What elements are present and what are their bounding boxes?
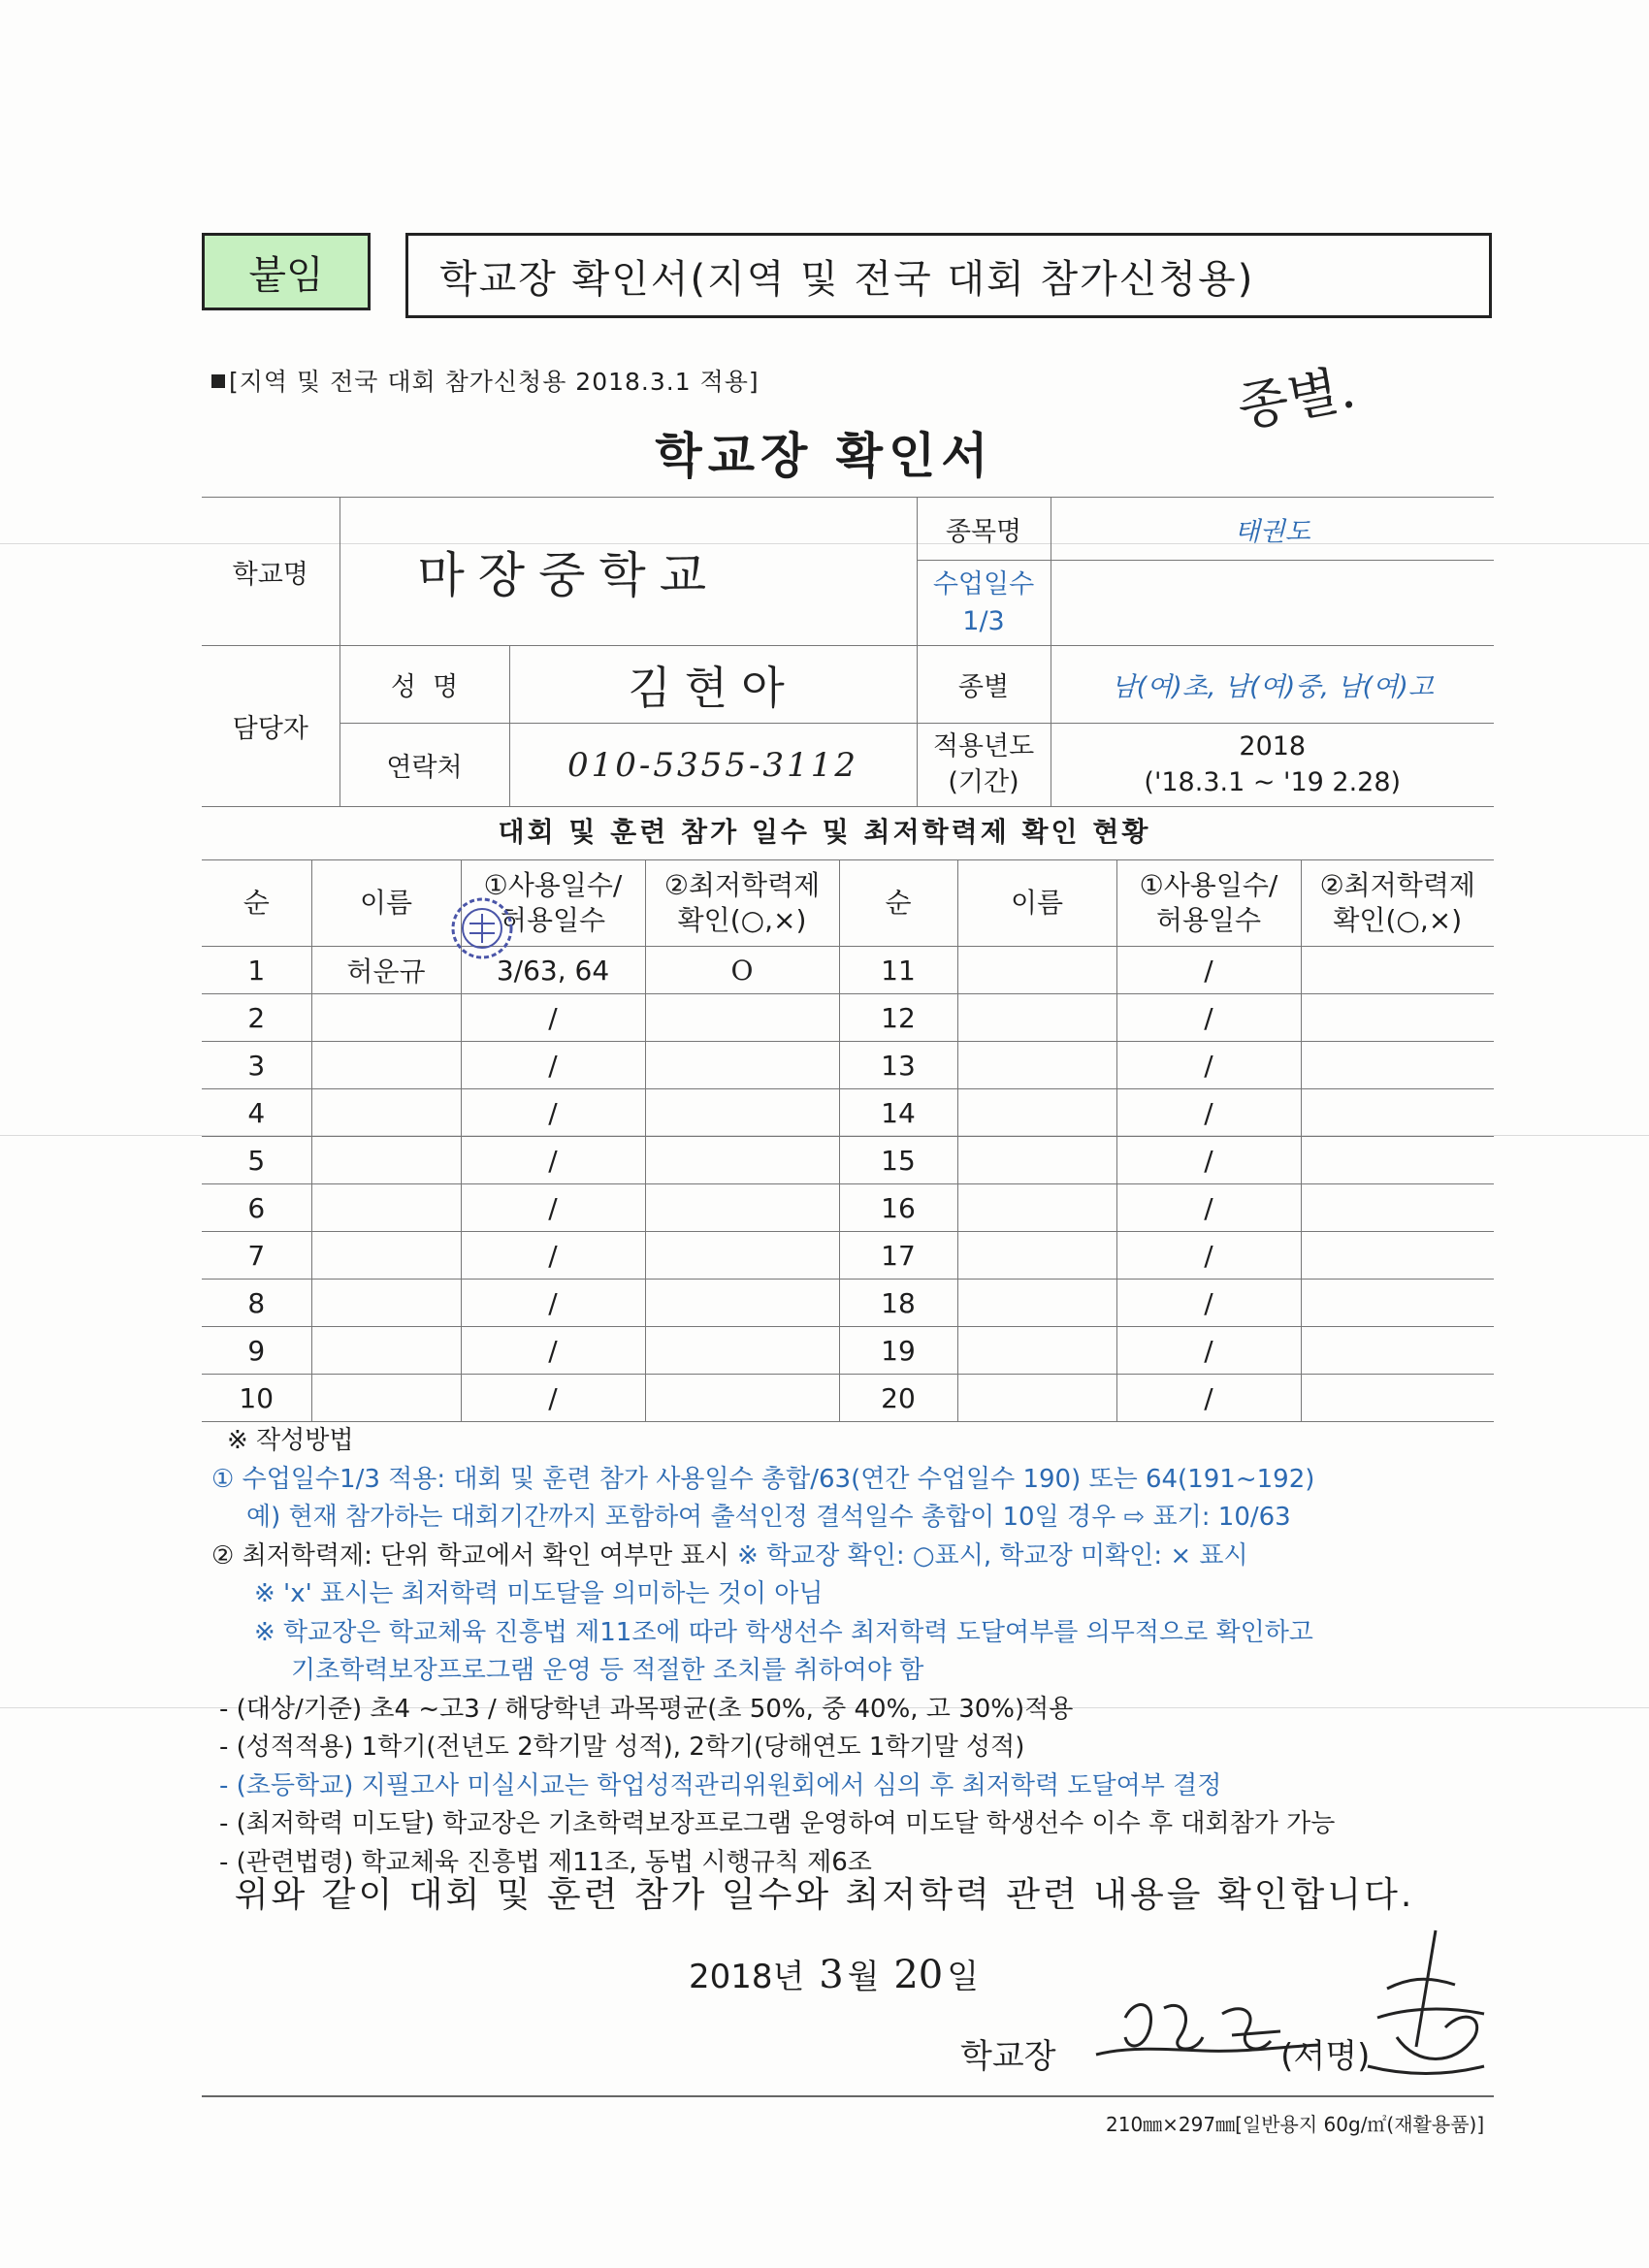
row-no[interactable]: 4	[202, 1089, 311, 1137]
row-name[interactable]	[311, 1327, 461, 1375]
row-name-2[interactable]	[957, 1232, 1116, 1280]
row-days[interactable]: /	[461, 1184, 645, 1232]
paper-spec: 210㎜×297㎜[일반용지 60g/㎡(재활용품)]	[1106, 2113, 1485, 2136]
row-name-2[interactable]	[957, 1137, 1116, 1184]
col-name-2: 이름	[957, 860, 1116, 947]
notes-heading: ※ 작성방법	[227, 1426, 354, 1455]
table-row	[202, 1327, 1494, 1375]
row-min[interactable]	[645, 1327, 839, 1375]
year-label	[917, 724, 1051, 807]
row-days-2[interactable]: /	[1116, 1232, 1301, 1280]
col-min-2	[1301, 860, 1494, 947]
row-no-2[interactable]: 20	[839, 1375, 957, 1422]
note-1: ① 수업일수1/3 적용: 대회 및 훈련 참가 사용일수 총합/63(연간 수업일수 190) 또는 64(191~192)	[211, 1464, 1315, 1494]
row-days[interactable]: /	[461, 1327, 645, 1375]
row-min-2[interactable]	[1301, 947, 1494, 994]
name-value: 김현아	[509, 646, 917, 724]
row-no-2[interactable]: 14	[839, 1089, 957, 1137]
table-row	[202, 1089, 1494, 1137]
row-min[interactable]	[645, 1089, 839, 1137]
row-name-2[interactable]	[957, 1042, 1116, 1089]
row-days-2[interactable]: /	[1116, 1280, 1301, 1327]
note-2a: ② 최저학력제: 단위 학교에서 확인 여부만 표시	[211, 1540, 738, 1571]
date-year: 2018년	[689, 1958, 805, 1996]
contact-label: 연락처	[340, 724, 509, 807]
row-days[interactable]: 3/63, 64	[461, 947, 645, 994]
detail-2: - (성적적용) 1학기(전년도 2학기말 성적), 2학기(당해연도 1학기말 성적)	[219, 1733, 1025, 1762]
row-days-2[interactable]: /	[1116, 1327, 1301, 1375]
table-row	[202, 947, 1494, 994]
row-no-2[interactable]: 19	[839, 1327, 957, 1375]
school-days-value	[1051, 561, 1494, 646]
row-days[interactable]: /	[461, 1089, 645, 1137]
row-name-2[interactable]	[957, 947, 1116, 994]
school-label: 학교명	[202, 498, 340, 646]
note-4b: 기초학력보장프로그램 운영 등 적절한 조치를 취하여야 함	[291, 1656, 924, 1685]
header-title: 학교장 확인서(지역 및 전국 대회 참가신청용)	[405, 233, 1492, 318]
note-2b: ※ 학교장 확인: ○표시, 학교장 미확인: × 표시	[737, 1540, 1248, 1571]
document-title: 학교장 확인서	[655, 428, 994, 484]
principal-label: 학교장	[960, 2037, 1056, 2076]
row-no[interactable]: 3	[202, 1042, 311, 1089]
row-days-2[interactable]: /	[1116, 1137, 1301, 1184]
row-name-2[interactable]	[957, 1327, 1116, 1375]
col-days2-line2: 허용일수	[1155, 904, 1262, 936]
date-day-unit: 일	[947, 1958, 980, 1996]
row-no[interactable]: 7	[202, 1232, 311, 1280]
row-days-2[interactable]: /	[1116, 1184, 1301, 1232]
row-min[interactable]	[645, 1280, 839, 1327]
date-month-unit: 월	[847, 1958, 880, 1996]
bottom-rule	[202, 2095, 1494, 2097]
row-no-2[interactable]: 16	[839, 1184, 957, 1232]
col-no-2: 순	[839, 860, 957, 947]
row-min-2[interactable]	[1301, 1042, 1494, 1089]
row-name[interactable]	[311, 1184, 461, 1232]
row-name-2[interactable]	[957, 1280, 1116, 1327]
row-min-2[interactable]	[1301, 1327, 1494, 1375]
apply-note	[211, 363, 760, 398]
row-min[interactable]	[645, 1232, 839, 1280]
row-min-2[interactable]	[1301, 1137, 1494, 1184]
col-min-line1: ②최저학력제	[663, 868, 821, 901]
row-days-2[interactable]: /	[1116, 1089, 1301, 1137]
row-days[interactable]: /	[461, 1375, 645, 1422]
year-period: ('18.3.1 ~ '19 2.28)	[1144, 766, 1402, 797]
note-3: ※ 'x' 표시는 최저학력 미도달을 의미하는 것이 아님	[254, 1579, 824, 1608]
row-name[interactable]	[311, 1232, 461, 1280]
row-no-2[interactable]: 15	[839, 1137, 957, 1184]
col-min2-line2: 확인(○,×)	[1333, 904, 1463, 936]
row-days[interactable]: /	[461, 1280, 645, 1327]
row-name-2[interactable]	[957, 1375, 1116, 1422]
row-days-2[interactable]: /	[1116, 1375, 1301, 1422]
principal-signature	[1348, 1921, 1494, 2086]
year-label-2: (기간)	[948, 766, 1019, 797]
col-days-2	[1116, 860, 1301, 947]
attachment-tag: 붙임	[202, 233, 371, 310]
row-name[interactable]: 허운규	[311, 947, 461, 994]
row-name[interactable]	[311, 1042, 461, 1089]
col-days-line2: 허용일수	[500, 904, 606, 936]
row-name[interactable]	[311, 994, 461, 1042]
year-value: 2018	[1239, 731, 1307, 762]
square-bullet-icon	[211, 374, 225, 388]
handwritten-note: 종별.	[1233, 357, 1360, 439]
row-no[interactable]: 2	[202, 994, 311, 1042]
name-label: 성 명	[340, 646, 509, 724]
row-name[interactable]	[311, 1280, 461, 1327]
date-day: 20	[893, 1953, 944, 1997]
row-name[interactable]	[311, 1375, 461, 1422]
row-no[interactable]: 8	[202, 1280, 311, 1327]
school-days-text: 수업일수	[932, 568, 1035, 599]
detail-1: - (대상/기준) 초4 ~고3 / 해당학년 과목평균(초 50%, 중 40%, 고 30%)적용	[219, 1694, 1074, 1724]
school-days-fraction: 1/3	[962, 605, 1005, 636]
col-days2-line1: ①사용일수/	[1139, 868, 1278, 901]
col-days-line1: ①사용일수/	[483, 868, 623, 901]
row-days[interactable]: /	[461, 994, 645, 1042]
col-name: 이름	[311, 860, 461, 947]
note-2	[211, 1538, 1502, 1576]
row-name-2[interactable]	[957, 1184, 1116, 1232]
school-seal-stamp	[448, 894, 516, 962]
year-label-1: 적용년도	[932, 731, 1035, 762]
table-row	[202, 1042, 1494, 1089]
row-days[interactable]: /	[461, 1232, 645, 1280]
row-min-2[interactable]	[1301, 1280, 1494, 1327]
row-no-2[interactable]: 12	[839, 994, 957, 1042]
row-no[interactable]: 1	[202, 947, 311, 994]
table-row	[202, 1375, 1494, 1422]
row-no[interactable]: 5	[202, 1137, 311, 1184]
instructions	[211, 1422, 1502, 1882]
row-name[interactable]	[311, 1137, 461, 1184]
row-days-2[interactable]: /	[1116, 1042, 1301, 1089]
table-row	[202, 1232, 1494, 1280]
detail-3: - (초등학교) 지필고사 미실시교는 학업성적관리위원회에서 심의 후 최저학력 도달여부 결정	[219, 1770, 1222, 1800]
row-days-2[interactable]: /	[1116, 994, 1301, 1042]
category-value: 남(여)초, 남(여)중, 남(여)고	[1051, 646, 1494, 724]
row-min-2[interactable]	[1301, 1232, 1494, 1280]
info-table	[202, 497, 1494, 807]
note-4: ※ 학교장은 학교체육 진흥법 제11조에 따라 학생선수 최저학력 도달여부를 의무적으로 확인하고	[254, 1617, 1313, 1647]
row-name-2[interactable]	[957, 1089, 1116, 1137]
col-min-line2: 확인(○,×)	[677, 904, 807, 936]
participation-table	[202, 859, 1494, 1422]
event-label: 종목명	[917, 498, 1051, 561]
row-no-2[interactable]: 18	[839, 1280, 957, 1327]
row-min-2[interactable]	[1301, 1089, 1494, 1137]
row-min[interactable]	[645, 994, 839, 1042]
row-days-2[interactable]: /	[1116, 947, 1301, 994]
row-min-2[interactable]	[1301, 1375, 1494, 1422]
contact-value: 010-5355-3112	[509, 724, 917, 807]
signing-date	[689, 1950, 979, 1997]
row-name-2[interactable]	[957, 994, 1116, 1042]
table-row	[202, 994, 1494, 1042]
detail-5: - (관련법령) 학교체육 진흥법 제11조, 동법 시행규칙 제6조	[219, 1847, 872, 1877]
row-no[interactable]: 6	[202, 1184, 311, 1232]
sign-label: (서명)	[1280, 2037, 1371, 2076]
row-days[interactable]: /	[461, 1137, 645, 1184]
row-min[interactable]	[645, 1137, 839, 1184]
col-no: 순	[202, 860, 311, 947]
row-min[interactable]: O	[645, 947, 839, 994]
col-min	[645, 860, 839, 947]
confirmation-statement: 위와 같이 대회 및 훈련 참가 일수와 최저학력 관련 내용을 확인합니다.	[234, 1875, 1415, 1915]
row-no-2[interactable]: 17	[839, 1232, 957, 1280]
row-name[interactable]	[311, 1089, 461, 1137]
manager-label: 담당자	[202, 646, 340, 807]
table-header-row	[202, 860, 1494, 947]
row-no-2[interactable]: 11	[839, 947, 957, 994]
table-row	[202, 1137, 1494, 1184]
principal-handwritten-name	[1086, 1979, 1329, 2086]
event-value: 태권도	[1051, 498, 1494, 561]
note-1b: 예) 현재 참가하는 대회기간까지 포함하여 출석인정 결석일수 총합이 10일 경우 ⇨ 표기: 10/63	[246, 1503, 1291, 1532]
school-value: 마장중학교	[340, 498, 917, 646]
row-min-2[interactable]	[1301, 994, 1494, 1042]
row-no-2[interactable]: 13	[839, 1042, 957, 1089]
table-row	[202, 1184, 1494, 1232]
row-min[interactable]	[645, 1042, 839, 1089]
row-no[interactable]: 10	[202, 1375, 311, 1422]
table-row	[202, 1280, 1494, 1327]
school-days-label	[917, 561, 1051, 646]
year-value-cell	[1051, 724, 1494, 807]
apply-note-text: [지역 및 전국 대회 참가신청용 2018.3.1 적용]	[229, 368, 760, 396]
col-min2-line1: ②최저학력제	[1319, 868, 1475, 901]
detail-4: - (최저학력 미도달) 학교장은 기초학력보장프로그램 운영하여 미도달 학생선수 이수 후 대회참가 가능	[219, 1809, 1336, 1838]
date-month: 3	[819, 1953, 844, 1997]
row-days[interactable]: /	[461, 1042, 645, 1089]
row-min-2[interactable]	[1301, 1184, 1494, 1232]
section-title: 대회 및 훈련 참가 일수 및 최저학력제 확인 현황	[498, 816, 1151, 848]
row-min[interactable]	[645, 1375, 839, 1422]
row-min[interactable]	[645, 1184, 839, 1232]
row-no[interactable]: 9	[202, 1327, 311, 1375]
category-label: 종별	[917, 646, 1051, 724]
